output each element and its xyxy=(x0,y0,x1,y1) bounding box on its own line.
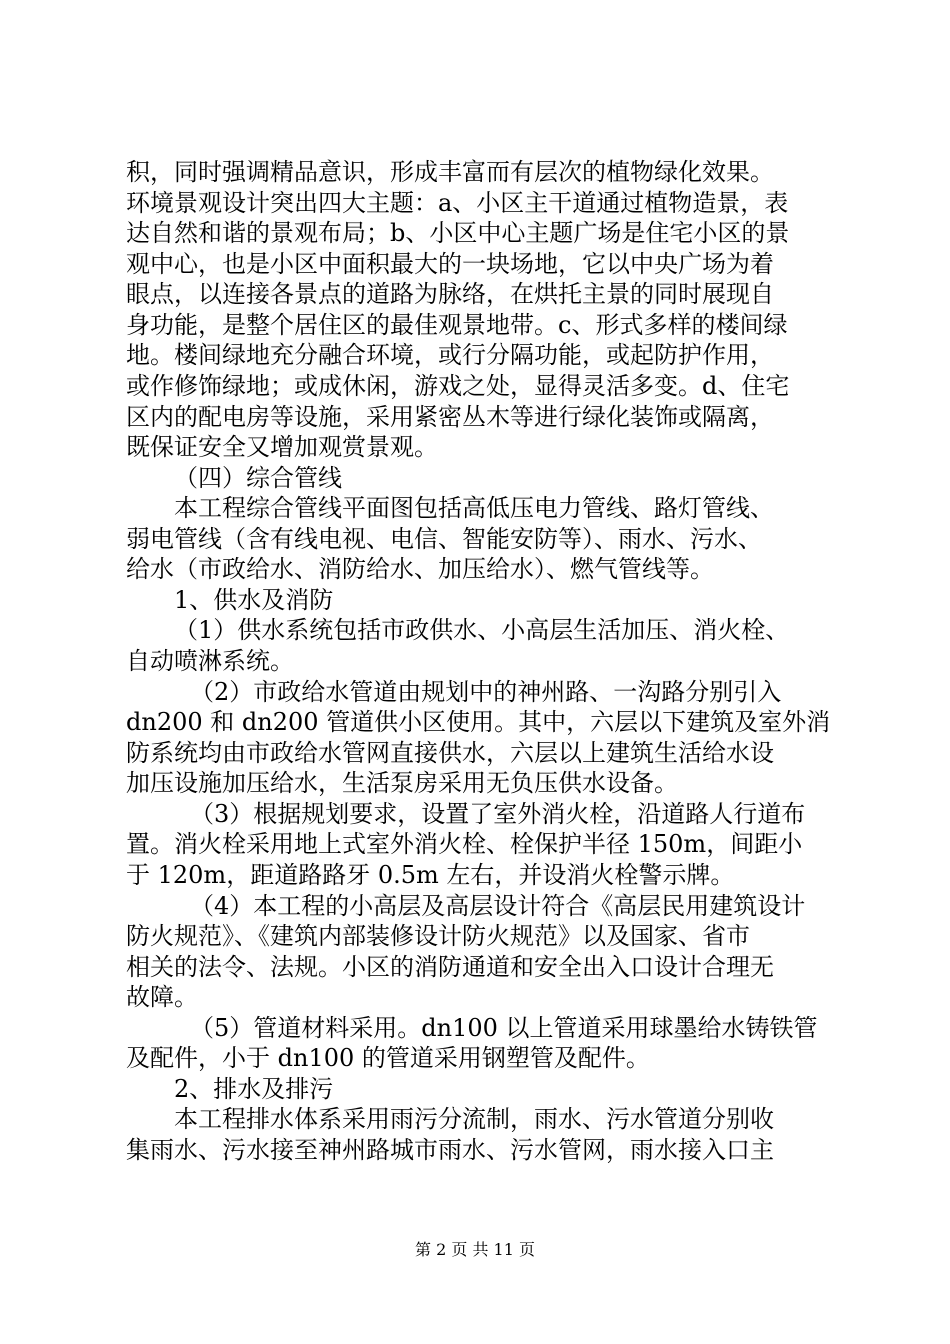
text-line: 弱电管线（含有线电视、电信、智能安防等）、雨水、污水、 xyxy=(126,524,762,553)
text-line: 积，同时强调精品意识，形成丰富而有层次的植物绿化效果。 xyxy=(126,158,774,186)
text-line: 既保证安全又增加观赏景观。 xyxy=(126,433,438,462)
text-line: 身功能，是整个居住区的最佳观景地带。c、形式多样的楼间绿 xyxy=(126,310,788,339)
text-line: 观中心，也是小区中面积最大的一块场地，它以中央广场为着 xyxy=(126,249,774,278)
text-line: （4）本工程的小高层及高层设计符合《高层民用建筑设计 xyxy=(190,891,806,920)
text-line: 地。楼间绿地充分融合环境，或行分隔功能，或起防护作用， xyxy=(126,341,774,370)
text-line: （5）管道材料采用。dn100 以上管道采用球墨给水铸铁管 xyxy=(190,1013,818,1042)
text-line: 本工程排水体系采用雨污分流制，雨水、污水管道分别收 xyxy=(174,1105,774,1134)
text-line: 相关的法令、法规。小区的消防通道和安全出入口设计合理无 xyxy=(126,952,774,981)
text-line: 置。消火栓采用地上式室外消火栓、栓保护半径 150m，间距小 xyxy=(126,830,803,859)
text-line: 故障。 xyxy=(126,983,198,1012)
subsection-heading: 1、供水及消防 xyxy=(174,585,334,614)
text-line: 自动喷淋系统。 xyxy=(126,647,294,675)
text-line: （1）供水系统包括市政供水、小高层生活加压、消火栓、 xyxy=(174,616,790,645)
text-line: 给水（市政给水、消防给水、加压给水）、燃气管线等。 xyxy=(126,555,714,584)
text-line: 加压设施加压给水，生活泵房采用无负压供水设备。 xyxy=(126,769,678,798)
section-heading: （四）综合管线 xyxy=(174,463,342,492)
text-line: 或作修饰绿地；或成休闲，游戏之处，显得灵活多变。d、住宅 xyxy=(126,371,790,400)
text-line: 本工程综合管线平面图包括高低压电力管线、路灯管线、 xyxy=(174,494,774,523)
text-line: 防火规范》、《建筑内部装修设计防火规范》以及国家、省市 xyxy=(126,922,750,951)
subsection-heading: 2、排水及排污 xyxy=(174,1074,334,1103)
text-line: 眼点，以连接各景点的道路为脉络，在烘托主景的同时展现自 xyxy=(126,280,774,309)
text-line: dn200 和 dn200 管道供小区使用。其中，六层以下建筑及室外消 xyxy=(126,708,831,737)
text-line: 达自然和谐的景观布局；b、小区中心主题广场是住宅小区的景 xyxy=(126,219,790,248)
text-line: （3）根据规划要求，设置了室外消火栓，沿道路人行道布 xyxy=(190,799,806,828)
text-line: 集雨水、污水接至神州路城市雨水、污水管网，雨水接入口主 xyxy=(126,1136,774,1164)
text-line: 及配件，小于 dn100 的管道采用钢塑管及配件。 xyxy=(126,1044,650,1073)
text-line: 区内的配电房等设施，采用紧密丛木等进行绿化装饰或隔离， xyxy=(126,402,774,431)
text-line: 于 120m，距道路路牙 0.5m 左右，并设消火栓警示牌。 xyxy=(126,860,735,889)
text-line: 环境景观设计突出四大主题：a、小区主干道通过植物造景，表 xyxy=(126,188,789,217)
page-footer: 第 2 页 共 11 页 xyxy=(415,1240,535,1259)
text-line: （2）市政给水管道由规划中的神州路、一沟路分别引入 xyxy=(190,677,782,706)
text-line: 防系统均由市政给水管网直接供水，六层以上建筑生活给水设 xyxy=(126,738,774,767)
